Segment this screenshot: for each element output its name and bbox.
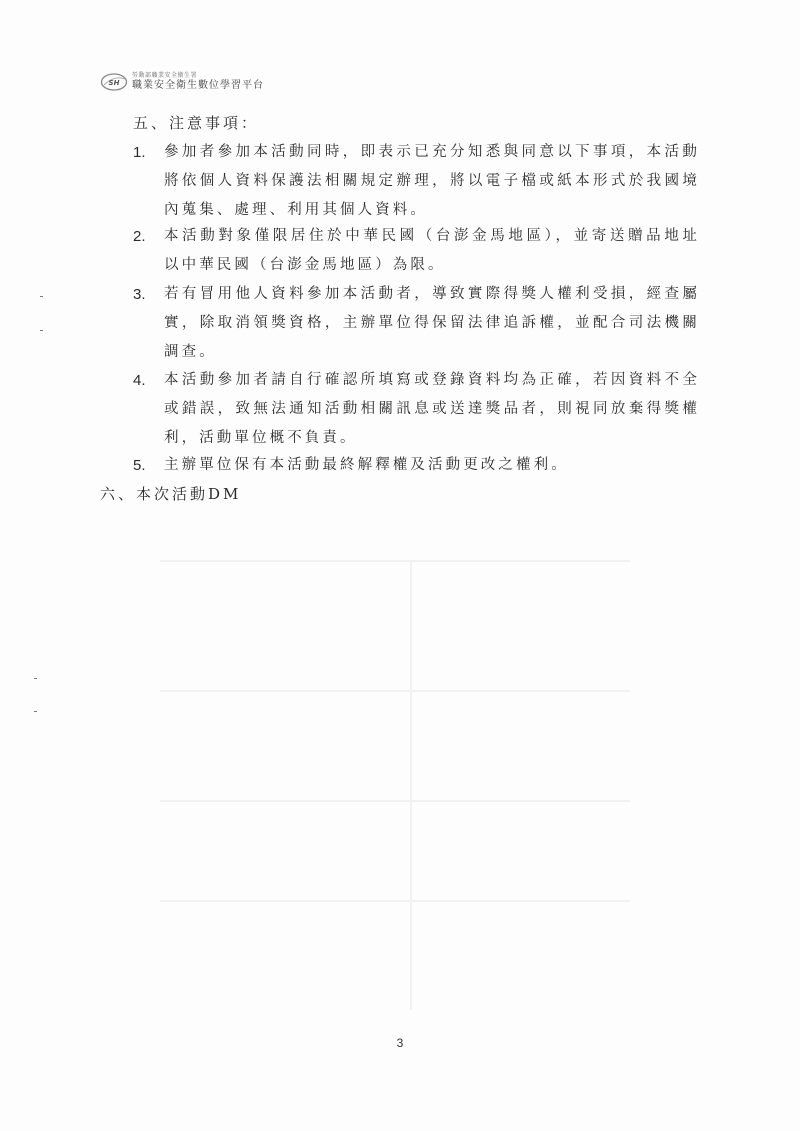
- scan-artifact: [160, 560, 630, 562]
- item-text: 本活動對象僅限居住於中華民國（台澎金馬地區），並寄送贈品地址以中華民國（台澎金馬地區）為限。: [164, 228, 700, 273]
- scan-artifact: [160, 900, 630, 902]
- scan-speck: [40, 330, 43, 331]
- scan-artifact: [160, 690, 630, 692]
- item-text: 本活動參加者請自行確認所填寫或登錄資料均為正確，若因資料不全或錯誤，致無法通知活動相關訊息或送達獎品者，則視同放棄得獎權利，活動單位概不負責。: [164, 372, 700, 446]
- scan-artifact: [160, 800, 630, 802]
- page-number: 3: [396, 1036, 404, 1050]
- item-text: 參加者參加本活動同時，即表示已充分知悉與同意以下事項，本活動將依個人資料保護法相關規定辦理，將以電子檔或紙本形式於我國境內蒐集、處理、利用其個人資料。: [164, 144, 700, 218]
- osha-logo: [100, 72, 128, 92]
- agency-name: 勞動部職業安全衛生署: [132, 72, 198, 79]
- item-number: 1.: [133, 144, 146, 161]
- item-number: 2.: [133, 228, 146, 245]
- item-number: 3.: [133, 286, 146, 303]
- scan-artifact: [410, 560, 412, 1010]
- item-number: 5.: [133, 457, 146, 474]
- scan-speck: [34, 678, 37, 679]
- item-number: 4.: [133, 372, 146, 389]
- item-text: 主辦單位保有本活動最終解釋權及活動更改之權利。: [164, 457, 569, 473]
- svg-text:SH: SH: [108, 79, 120, 87]
- section-6-title: 六、本次活動DM: [100, 485, 242, 503]
- platform-name: 職業安全衛生數位學習平台: [132, 80, 264, 91]
- section-5-title: 五、注意事項：: [133, 114, 260, 132]
- item-text: 若有冒用他人資料參加本活動者，導致實際得獎人權利受損，經查屬實，除取消領獎資格，主辦單位得保留法律追訴權，並配合司法機關調查。: [164, 286, 700, 360]
- scan-speck: [40, 296, 43, 297]
- header-text: [132, 72, 264, 92]
- scan-speck: [34, 711, 37, 712]
